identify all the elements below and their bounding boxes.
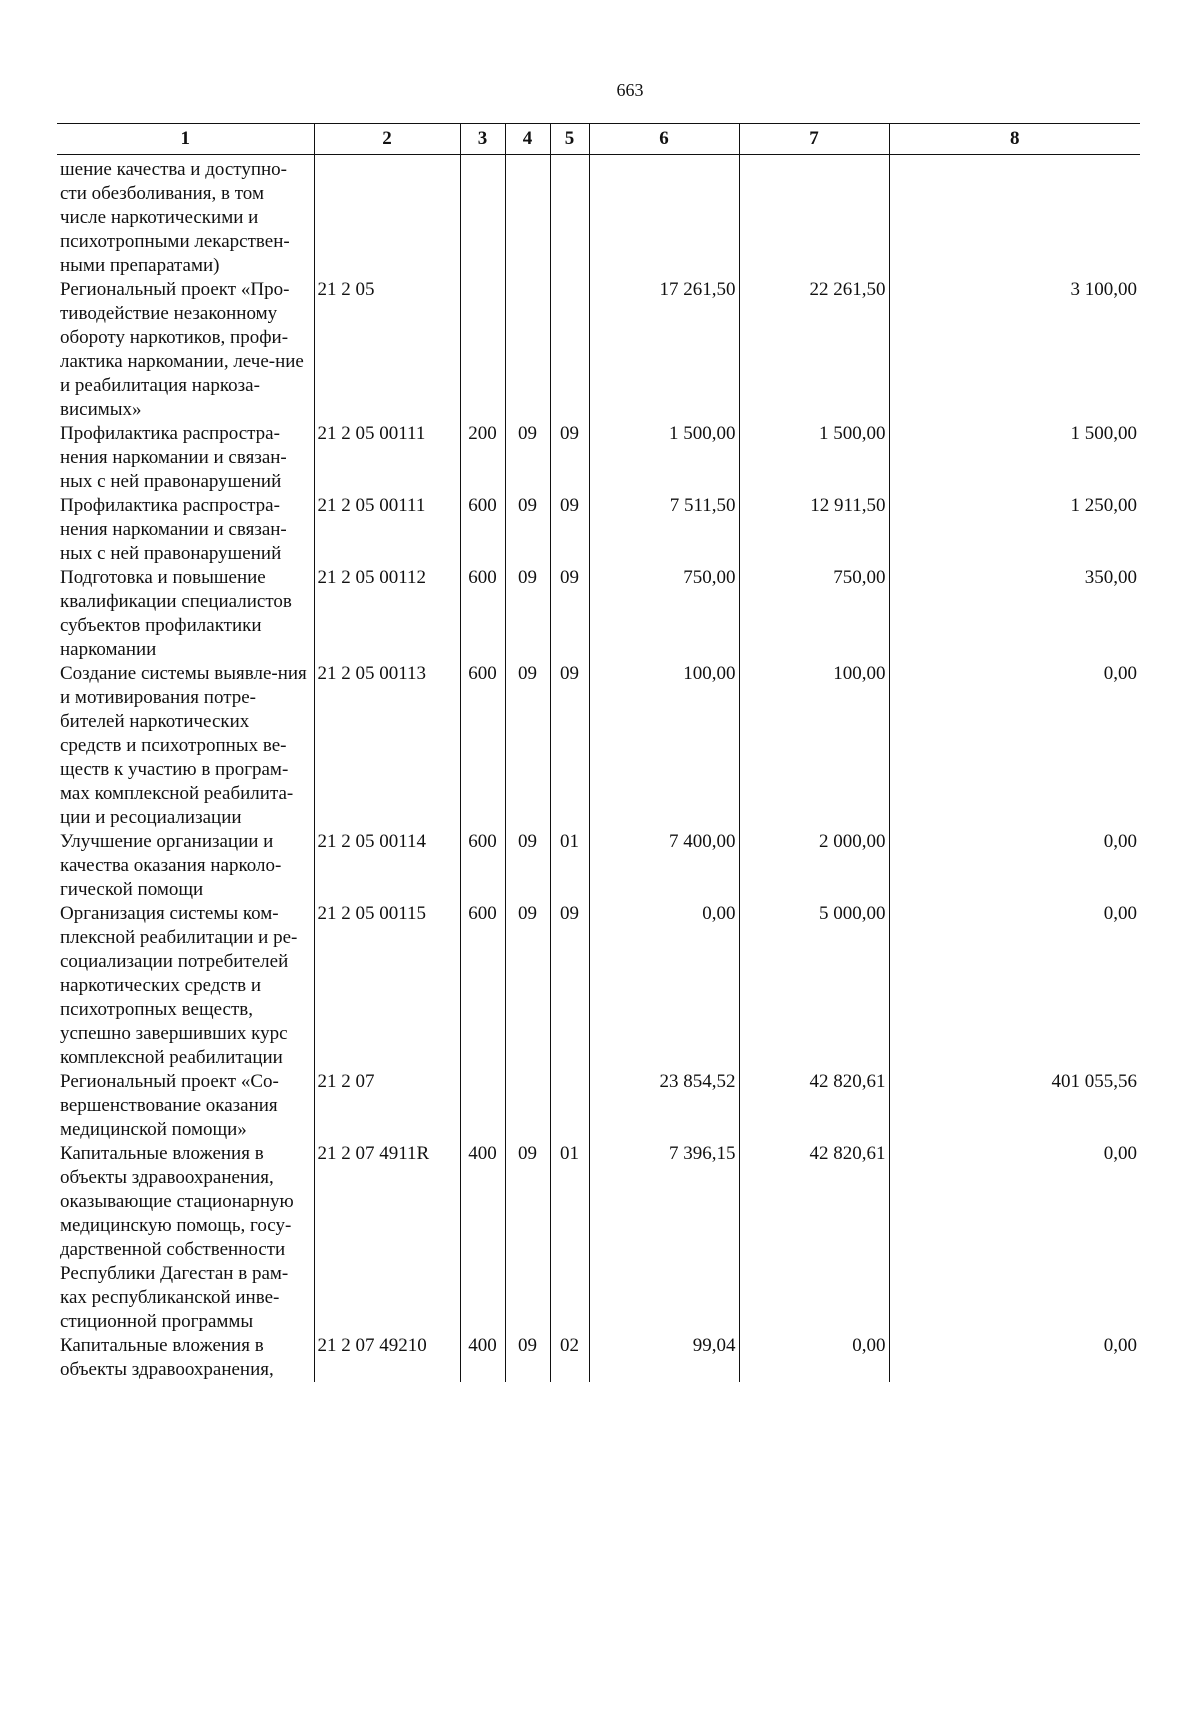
row-amount-year3-cell: 3 100,00 <box>889 278 1140 422</box>
row-subsection-cell: 09 <box>550 422 589 494</box>
row-amount-year2-cell: 0,00 <box>739 1334 889 1382</box>
row-section-cell: 09 <box>505 494 550 566</box>
row-subsection-cell: 09 <box>550 902 589 1070</box>
row-section-cell: 09 <box>505 902 550 1070</box>
table-row <box>57 278 1140 422</box>
row-expense-type-cell: 600 <box>460 902 505 1070</box>
row-amount-year3-cell: 401 055,56 <box>889 1070 1140 1142</box>
table-body <box>57 155 1140 1383</box>
row-amount-year2-cell: 2 000,00 <box>739 830 889 902</box>
row-subsection-cell: 09 <box>550 566 589 662</box>
column-header: 8 <box>889 124 1140 155</box>
row-amount-year1-cell: 7 511,50 <box>589 494 739 566</box>
row-name-cell: Капитальные вложения в объекты здравоохранения, <box>57 1334 314 1382</box>
row-amount-year1-cell: 1 500,00 <box>589 422 739 494</box>
row-code-cell: 21 2 07 49210 <box>314 1334 460 1382</box>
row-code-cell: 21 2 05 00111 <box>314 494 460 566</box>
row-amount-year1-cell: 750,00 <box>589 566 739 662</box>
row-amount-year3-cell: 0,00 <box>889 662 1140 830</box>
row-name-cell: Создание системы выявле-ния и мотивирования потре-бителей наркотических средств и психотропных ве-ществ к участию в програм-мах комплексной реабилита-ции и ресоциализации <box>57 662 314 830</box>
row-name-cell: Организация системы ком-плексной реабилитации и ре-социализации потребителей наркотических средств и психотропных веществ, успешно завершивших курс комплексной реабилитации <box>57 902 314 1070</box>
row-expense-type-cell: 600 <box>460 662 505 830</box>
row-name-cell: Капитальные вложения в объекты здравоохранения, оказывающие стационарную медицинскую помощь, госу-дарственной собственности Республики Дагестан в рам-ках республиканской инве-стиционной программы <box>57 1142 314 1334</box>
table-row <box>57 566 1140 662</box>
row-code-cell: 21 2 05 <box>314 278 460 422</box>
row-subsection-cell <box>550 1070 589 1142</box>
row-expense-type-cell: 600 <box>460 494 505 566</box>
column-header: 7 <box>739 124 889 155</box>
row-name-cell: Подготовка и повышение квалификации специалистов субъектов профилактики наркомании <box>57 566 314 662</box>
row-section-cell: 09 <box>505 566 550 662</box>
table-row <box>57 1142 1140 1334</box>
row-amount-year1-cell: 0,00 <box>589 902 739 1070</box>
column-header: 3 <box>460 124 505 155</box>
row-code-cell: 21 2 07 4911R <box>314 1142 460 1334</box>
row-amount-year3-cell: 1 500,00 <box>889 422 1140 494</box>
table-row <box>57 1334 1140 1382</box>
row-subsection-cell <box>550 278 589 422</box>
row-code-cell: 21 2 05 00115 <box>314 902 460 1070</box>
row-name-cell: Профилактика распростра-нения наркомании и связан-ных с ней правонарушений <box>57 422 314 494</box>
row-code-cell: 21 2 05 00113 <box>314 662 460 830</box>
row-code-cell: 21 2 05 00114 <box>314 830 460 902</box>
row-expense-type-cell: 400 <box>460 1142 505 1334</box>
row-amount-year3-cell <box>889 155 1140 279</box>
row-subsection-cell: 01 <box>550 830 589 902</box>
table-row <box>57 830 1140 902</box>
table-row <box>57 155 1140 279</box>
header-row <box>57 124 1140 155</box>
row-amount-year3-cell: 1 250,00 <box>889 494 1140 566</box>
table-row <box>57 662 1140 830</box>
row-amount-year3-cell: 350,00 <box>889 566 1140 662</box>
table-row <box>57 494 1140 566</box>
row-amount-year1-cell <box>589 155 739 279</box>
row-amount-year1-cell: 100,00 <box>589 662 739 830</box>
row-subsection-cell <box>550 155 589 279</box>
row-name-cell: Региональный проект «Про-тиводействие незаконному обороту наркотиков, профи-лактика наркомании, лече-ние и реабилитация наркоза-висимых» <box>57 278 314 422</box>
row-amount-year1-cell: 7 400,00 <box>589 830 739 902</box>
page-number: 663 <box>616 80 644 100</box>
row-section-cell: 09 <box>505 662 550 830</box>
row-section-cell <box>505 1070 550 1142</box>
row-amount-year3-cell: 0,00 <box>889 1142 1140 1334</box>
row-amount-year2-cell: 12 911,50 <box>739 494 889 566</box>
row-name-cell: шение качества и доступно-сти обезболивания, в том числе наркотическими и психотропными лекарствен-ными препаратами) <box>57 155 314 279</box>
row-section-cell: 09 <box>505 830 550 902</box>
row-code-cell: 21 2 07 <box>314 1070 460 1142</box>
row-expense-type-cell <box>460 278 505 422</box>
row-amount-year1-cell: 17 261,50 <box>589 278 739 422</box>
row-name-cell: Региональный проект «Со-вершенствование оказания медицинской помощи» <box>57 1070 314 1142</box>
row-section-cell <box>505 155 550 279</box>
row-amount-year3-cell: 0,00 <box>889 1334 1140 1382</box>
row-amount-year2-cell: 5 000,00 <box>739 902 889 1070</box>
row-amount-year3-cell: 0,00 <box>889 902 1140 1070</box>
row-name-cell: Улучшение организации и качества оказания нарколо-гической помощи <box>57 830 314 902</box>
row-section-cell: 09 <box>505 422 550 494</box>
row-amount-year1-cell: 7 396,15 <box>589 1142 739 1334</box>
row-amount-year1-cell: 23 854,52 <box>589 1070 739 1142</box>
row-expense-type-cell: 400 <box>460 1334 505 1382</box>
column-header: 4 <box>505 124 550 155</box>
row-amount-year2-cell: 22 261,50 <box>739 278 889 422</box>
row-amount-year2-cell <box>739 155 889 279</box>
row-expense-type-cell <box>460 1070 505 1142</box>
row-code-cell <box>314 155 460 279</box>
row-subsection-cell: 02 <box>550 1334 589 1382</box>
column-header: 2 <box>314 124 460 155</box>
row-expense-type-cell <box>460 155 505 279</box>
row-amount-year2-cell: 42 820,61 <box>739 1070 889 1142</box>
row-section-cell <box>505 278 550 422</box>
column-header: 6 <box>589 124 739 155</box>
column-header: 5 <box>550 124 589 155</box>
table-row <box>57 902 1140 1070</box>
row-section-cell: 09 <box>505 1142 550 1334</box>
row-amount-year2-cell: 100,00 <box>739 662 889 830</box>
row-code-cell: 21 2 05 00112 <box>314 566 460 662</box>
row-subsection-cell: 09 <box>550 662 589 830</box>
column-header: 1 <box>57 124 314 155</box>
row-subsection-cell: 09 <box>550 494 589 566</box>
row-amount-year2-cell: 42 820,61 <box>739 1142 889 1334</box>
row-code-cell: 21 2 05 00111 <box>314 422 460 494</box>
row-amount-year2-cell: 750,00 <box>739 566 889 662</box>
row-amount-year1-cell: 99,04 <box>589 1334 739 1382</box>
row-expense-type-cell: 600 <box>460 830 505 902</box>
row-expense-type-cell: 600 <box>460 566 505 662</box>
row-amount-year2-cell: 1 500,00 <box>739 422 889 494</box>
budget-table <box>57 123 1140 1382</box>
row-section-cell: 09 <box>505 1334 550 1382</box>
row-name-cell: Профилактика распростра-нения наркомании и связан-ных с ней правонарушений <box>57 494 314 566</box>
table-row <box>57 1070 1140 1142</box>
row-amount-year3-cell: 0,00 <box>889 830 1140 902</box>
table-row <box>57 422 1140 494</box>
row-subsection-cell: 01 <box>550 1142 589 1334</box>
row-expense-type-cell: 200 <box>460 422 505 494</box>
